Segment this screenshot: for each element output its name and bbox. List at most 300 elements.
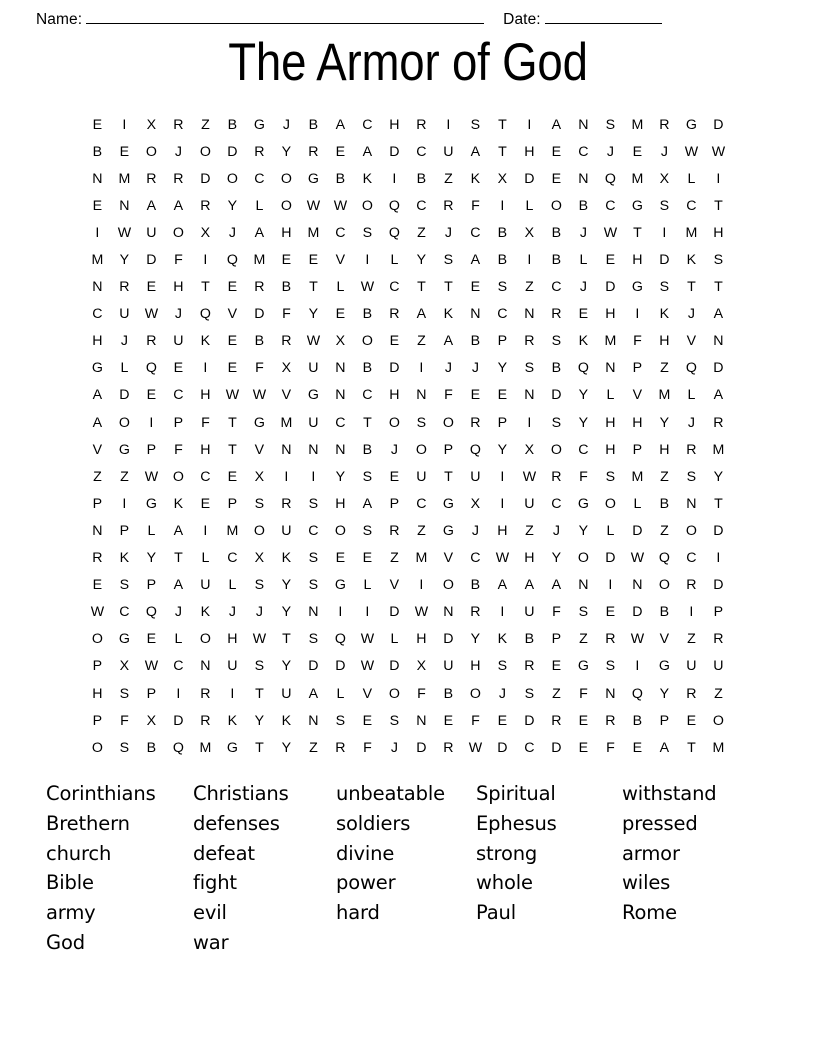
- grid-cell[interactable]: C: [200, 468, 211, 485]
- grid-cell[interactable]: N: [686, 495, 697, 512]
- grid-cell[interactable]: Q: [145, 360, 158, 377]
- grid-cell[interactable]: S: [335, 712, 346, 729]
- grid-cell[interactable]: H: [389, 387, 400, 404]
- grid-cell[interactable]: F: [633, 333, 642, 350]
- grid-cell[interactable]: I: [716, 170, 721, 187]
- grid-cell[interactable]: E: [173, 360, 184, 377]
- grid-cell[interactable]: I: [365, 252, 370, 269]
- grid-cell[interactable]: Z: [444, 170, 453, 187]
- grid-cell[interactable]: O: [172, 224, 185, 241]
- grid-cell[interactable]: R: [524, 658, 535, 675]
- word-list-item[interactable]: armor: [622, 841, 680, 865]
- grid-cell[interactable]: C: [416, 197, 427, 214]
- grid-cell[interactable]: B: [470, 333, 481, 350]
- grid-cell[interactable]: X: [254, 468, 265, 485]
- grid-cell[interactable]: E: [308, 252, 319, 269]
- grid-cell[interactable]: K: [362, 170, 373, 187]
- grid-cell[interactable]: T: [687, 739, 696, 756]
- grid-cell[interactable]: Z: [417, 224, 426, 241]
- grid-cell[interactable]: M: [118, 170, 131, 187]
- grid-cell[interactable]: I: [392, 170, 397, 187]
- grid-cell[interactable]: G: [307, 387, 320, 404]
- grid-cell[interactable]: R: [200, 197, 211, 214]
- grid-cell[interactable]: R: [146, 333, 157, 350]
- grid-cell[interactable]: H: [632, 414, 643, 431]
- grid-cell[interactable]: M: [253, 252, 266, 269]
- grid-cell[interactable]: D: [551, 739, 562, 756]
- grid-cell[interactable]: V: [686, 333, 697, 350]
- grid-cell[interactable]: O: [388, 685, 401, 702]
- grid-cell[interactable]: E: [146, 279, 157, 296]
- grid-cell[interactable]: I: [284, 468, 289, 485]
- grid-cell[interactable]: Y: [335, 468, 346, 485]
- grid-cell[interactable]: M: [712, 441, 725, 458]
- grid-cell[interactable]: G: [658, 658, 671, 675]
- grid-cell[interactable]: D: [605, 279, 616, 296]
- grid-cell[interactable]: Y: [227, 197, 238, 214]
- grid-cell[interactable]: Q: [388, 224, 401, 241]
- grid-cell[interactable]: V: [362, 685, 373, 702]
- grid-cell[interactable]: S: [416, 414, 427, 431]
- grid-cell[interactable]: X: [200, 224, 211, 241]
- grid-cell[interactable]: O: [172, 468, 185, 485]
- grid-cell[interactable]: I: [527, 252, 532, 269]
- grid-cell[interactable]: W: [117, 224, 132, 241]
- grid-cell[interactable]: C: [470, 224, 481, 241]
- grid-cell[interactable]: N: [308, 441, 319, 458]
- grid-cell[interactable]: Z: [660, 468, 669, 485]
- grid-cell[interactable]: A: [92, 387, 103, 404]
- grid-cell[interactable]: A: [254, 224, 265, 241]
- grid-cell[interactable]: R: [173, 116, 184, 133]
- grid-cell[interactable]: W: [306, 333, 321, 350]
- grid-cell[interactable]: Y: [659, 414, 670, 431]
- grid-cell[interactable]: W: [630, 631, 645, 648]
- grid-cell[interactable]: C: [416, 495, 427, 512]
- grid-cell[interactable]: N: [335, 360, 346, 377]
- grid-cell[interactable]: R: [605, 712, 616, 729]
- grid-cell[interactable]: P: [497, 333, 508, 350]
- grid-cell[interactable]: X: [146, 116, 157, 133]
- grid-cell[interactable]: T: [444, 279, 453, 296]
- grid-cell[interactable]: Q: [685, 360, 698, 377]
- grid-cell[interactable]: F: [471, 197, 480, 214]
- grid-cell[interactable]: C: [254, 170, 265, 187]
- grid-cell[interactable]: L: [579, 252, 588, 269]
- grid-cell[interactable]: J: [228, 224, 237, 241]
- word-list-item[interactable]: Brethern: [46, 811, 130, 835]
- grid-cell[interactable]: U: [119, 306, 130, 323]
- grid-cell[interactable]: A: [416, 306, 427, 323]
- grid-cell[interactable]: S: [551, 333, 562, 350]
- grid-cell[interactable]: N: [119, 197, 130, 214]
- grid-cell[interactable]: T: [201, 279, 210, 296]
- grid-cell[interactable]: X: [119, 658, 130, 675]
- grid-cell[interactable]: O: [361, 333, 374, 350]
- grid-cell[interactable]: T: [282, 631, 291, 648]
- grid-cell[interactable]: B: [497, 224, 508, 241]
- grid-cell[interactable]: A: [173, 522, 184, 539]
- grid-cell[interactable]: E: [686, 712, 697, 729]
- grid-cell[interactable]: M: [604, 333, 617, 350]
- grid-cell[interactable]: F: [471, 712, 480, 729]
- grid-cell[interactable]: J: [174, 604, 183, 621]
- grid-cell[interactable]: C: [173, 387, 184, 404]
- grid-cell[interactable]: F: [201, 414, 210, 431]
- grid-cell[interactable]: F: [444, 387, 453, 404]
- grid-cell[interactable]: X: [470, 495, 481, 512]
- grid-cell[interactable]: T: [498, 116, 507, 133]
- word-list-item[interactable]: defeat: [193, 841, 255, 865]
- grid-cell[interactable]: G: [118, 441, 131, 458]
- grid-cell[interactable]: T: [255, 739, 264, 756]
- grid-cell[interactable]: P: [119, 522, 130, 539]
- grid-cell[interactable]: L: [633, 495, 642, 512]
- grid-cell[interactable]: D: [200, 170, 211, 187]
- grid-cell[interactable]: T: [687, 279, 696, 296]
- grid-cell[interactable]: A: [362, 143, 373, 160]
- grid-cell[interactable]: O: [442, 414, 455, 431]
- grid-cell[interactable]: N: [335, 387, 346, 404]
- grid-cell[interactable]: J: [687, 306, 696, 323]
- grid-cell[interactable]: P: [389, 495, 400, 512]
- grid-cell[interactable]: K: [200, 604, 211, 621]
- grid-cell[interactable]: K: [686, 252, 697, 269]
- grid-cell[interactable]: I: [122, 495, 127, 512]
- grid-cell[interactable]: I: [446, 116, 451, 133]
- grid-cell[interactable]: E: [92, 116, 103, 133]
- grid-cell[interactable]: I: [662, 224, 667, 241]
- grid-cell[interactable]: S: [443, 252, 454, 269]
- grid-cell[interactable]: C: [416, 143, 427, 160]
- grid-cell[interactable]: Q: [658, 550, 671, 567]
- grid-cell[interactable]: X: [335, 333, 346, 350]
- grid-cell[interactable]: N: [632, 577, 643, 594]
- word-list-item[interactable]: Ephesus: [476, 811, 557, 835]
- grid-cell[interactable]: H: [659, 441, 670, 458]
- grid-cell[interactable]: H: [632, 252, 643, 269]
- grid-cell[interactable]: L: [201, 550, 210, 567]
- grid-cell[interactable]: E: [605, 252, 616, 269]
- grid-cell[interactable]: X: [497, 170, 508, 187]
- grid-cell[interactable]: E: [119, 143, 130, 160]
- word-list-item[interactable]: withstand: [622, 782, 717, 805]
- grid-cell[interactable]: P: [173, 414, 184, 431]
- grid-cell[interactable]: B: [362, 360, 373, 377]
- grid-cell[interactable]: H: [524, 143, 535, 160]
- grid-cell[interactable]: G: [253, 414, 266, 431]
- grid-cell[interactable]: I: [500, 468, 505, 485]
- grid-cell[interactable]: Q: [469, 441, 482, 458]
- grid-cell[interactable]: V: [281, 387, 292, 404]
- grid-cell[interactable]: F: [174, 441, 183, 458]
- grid-cell[interactable]: A: [470, 252, 481, 269]
- grid-cell[interactable]: O: [442, 577, 455, 594]
- grid-cell[interactable]: P: [551, 631, 562, 648]
- grid-cell[interactable]: H: [281, 224, 292, 241]
- grid-cell[interactable]: U: [173, 333, 184, 350]
- grid-cell[interactable]: G: [631, 279, 644, 296]
- word-list-item[interactable]: Paul: [476, 901, 517, 925]
- grid-cell[interactable]: Z: [201, 116, 210, 133]
- grid-cell[interactable]: S: [605, 116, 616, 133]
- grid-cell[interactable]: G: [442, 522, 455, 539]
- grid-cell[interactable]: E: [470, 279, 481, 296]
- grid-cell[interactable]: C: [227, 550, 238, 567]
- grid-cell[interactable]: M: [199, 739, 212, 756]
- grid-cell[interactable]: P: [443, 441, 454, 458]
- grid-cell[interactable]: J: [687, 414, 696, 431]
- grid-cell[interactable]: T: [714, 279, 723, 296]
- grid-cell[interactable]: H: [416, 631, 427, 648]
- grid-cell[interactable]: I: [419, 577, 424, 594]
- grid-cell[interactable]: Z: [309, 739, 318, 756]
- grid-cell[interactable]: E: [389, 333, 400, 350]
- grid-cell[interactable]: A: [362, 495, 373, 512]
- grid-cell[interactable]: R: [659, 116, 670, 133]
- grid-cell[interactable]: U: [146, 224, 157, 241]
- grid-cell[interactable]: D: [389, 604, 400, 621]
- grid-cell[interactable]: Y: [281, 143, 292, 160]
- grid-cell[interactable]: W: [225, 387, 240, 404]
- grid-cell[interactable]: W: [630, 550, 645, 567]
- grid-cell[interactable]: N: [416, 387, 427, 404]
- grid-cell[interactable]: S: [308, 495, 319, 512]
- grid-cell[interactable]: D: [443, 631, 454, 648]
- grid-cell[interactable]: K: [659, 306, 670, 323]
- word-list-item[interactable]: strong: [476, 841, 538, 865]
- grid-cell[interactable]: R: [389, 522, 400, 539]
- grid-cell[interactable]: O: [469, 685, 482, 702]
- grid-cell[interactable]: A: [92, 414, 103, 431]
- grid-cell[interactable]: Y: [308, 306, 319, 323]
- grid-cell[interactable]: A: [443, 333, 454, 350]
- grid-cell[interactable]: G: [577, 658, 590, 675]
- grid-cell[interactable]: R: [335, 739, 346, 756]
- grid-cell[interactable]: T: [228, 441, 237, 458]
- grid-cell[interactable]: O: [145, 143, 158, 160]
- grid-cell[interactable]: B: [308, 116, 319, 133]
- grid-cell[interactable]: J: [174, 306, 183, 323]
- grid-cell[interactable]: D: [713, 577, 724, 594]
- grid-cell[interactable]: R: [200, 685, 211, 702]
- grid-cell[interactable]: E: [92, 577, 103, 594]
- grid-cell[interactable]: H: [227, 631, 238, 648]
- grid-cell[interactable]: Y: [470, 631, 481, 648]
- grid-cell[interactable]: S: [497, 279, 508, 296]
- grid-cell[interactable]: P: [92, 658, 103, 675]
- grid-cell[interactable]: S: [578, 604, 589, 621]
- grid-cell[interactable]: Q: [334, 631, 347, 648]
- grid-cell[interactable]: M: [280, 414, 293, 431]
- grid-cell[interactable]: S: [308, 631, 319, 648]
- grid-cell[interactable]: A: [524, 577, 535, 594]
- grid-cell[interactable]: A: [308, 685, 319, 702]
- grid-cell[interactable]: O: [118, 414, 131, 431]
- name-input-line[interactable]: [86, 12, 484, 24]
- grid-cell[interactable]: U: [686, 658, 697, 675]
- grid-cell[interactable]: R: [551, 712, 562, 729]
- grid-cell[interactable]: O: [226, 170, 239, 187]
- grid-cell[interactable]: I: [203, 252, 208, 269]
- grid-cell[interactable]: H: [92, 685, 103, 702]
- grid-cell[interactable]: H: [713, 224, 724, 241]
- grid-cell[interactable]: D: [497, 739, 508, 756]
- grid-cell[interactable]: W: [252, 631, 267, 648]
- grid-cell[interactable]: C: [605, 197, 616, 214]
- grid-cell[interactable]: V: [443, 550, 454, 567]
- grid-cell[interactable]: A: [497, 577, 508, 594]
- grid-cell[interactable]: N: [335, 441, 346, 458]
- grid-cell[interactable]: Z: [93, 468, 102, 485]
- grid-cell[interactable]: E: [578, 306, 589, 323]
- word-list-item[interactable]: army: [46, 901, 96, 925]
- grid-cell[interactable]: D: [713, 116, 724, 133]
- grid-cell[interactable]: R: [200, 712, 211, 729]
- grid-cell[interactable]: Y: [497, 360, 508, 377]
- grid-cell[interactable]: J: [390, 441, 399, 458]
- grid-cell[interactable]: C: [578, 441, 589, 458]
- grid-cell[interactable]: S: [659, 197, 670, 214]
- grid-cell[interactable]: S: [497, 658, 508, 675]
- grid-cell[interactable]: D: [119, 387, 130, 404]
- grid-cell[interactable]: W: [306, 197, 321, 214]
- grid-cell[interactable]: R: [470, 604, 481, 621]
- grid-cell[interactable]: O: [253, 522, 266, 539]
- grid-cell[interactable]: Q: [604, 170, 617, 187]
- grid-cell[interactable]: K: [119, 550, 130, 567]
- grid-cell[interactable]: L: [174, 631, 183, 648]
- grid-cell[interactable]: J: [498, 685, 507, 702]
- grid-cell[interactable]: N: [308, 604, 319, 621]
- grid-cell[interactable]: P: [632, 441, 643, 458]
- word-list-item[interactable]: power: [336, 871, 396, 895]
- grid-cell[interactable]: P: [713, 604, 724, 621]
- grid-cell[interactable]: O: [91, 631, 104, 648]
- grid-cell[interactable]: V: [92, 441, 103, 458]
- grid-cell[interactable]: Z: [552, 685, 561, 702]
- grid-cell[interactable]: S: [254, 577, 265, 594]
- grid-cell[interactable]: N: [578, 170, 589, 187]
- grid-cell[interactable]: J: [228, 604, 237, 621]
- grid-cell[interactable]: B: [254, 333, 265, 350]
- grid-cell[interactable]: B: [497, 252, 508, 269]
- grid-cell[interactable]: U: [308, 414, 319, 431]
- word-list-item[interactable]: soldiers: [336, 811, 411, 835]
- grid-cell[interactable]: R: [146, 170, 157, 187]
- grid-cell[interactable]: I: [527, 116, 532, 133]
- grid-cell[interactable]: F: [255, 360, 264, 377]
- grid-cell[interactable]: T: [309, 279, 318, 296]
- grid-cell[interactable]: E: [605, 604, 616, 621]
- grid-cell[interactable]: E: [389, 468, 400, 485]
- grid-cell[interactable]: K: [470, 170, 481, 187]
- grid-cell[interactable]: P: [92, 495, 103, 512]
- grid-cell[interactable]: Y: [659, 685, 670, 702]
- word-list-item[interactable]: fight: [193, 871, 237, 895]
- grid-cell[interactable]: M: [685, 224, 698, 241]
- word-list-item[interactable]: evil: [193, 901, 227, 925]
- grid-cell[interactable]: M: [712, 739, 725, 756]
- grid-cell[interactable]: M: [307, 224, 320, 241]
- grid-cell[interactable]: D: [389, 143, 400, 160]
- grid-cell[interactable]: N: [92, 522, 103, 539]
- grid-cell[interactable]: I: [635, 658, 640, 675]
- grid-cell[interactable]: I: [176, 685, 181, 702]
- grid-cell[interactable]: F: [120, 712, 129, 729]
- grid-cell[interactable]: J: [255, 604, 264, 621]
- grid-cell[interactable]: R: [308, 143, 319, 160]
- word-list-item[interactable]: hard: [336, 901, 380, 925]
- word-list-item[interactable]: whole: [476, 871, 533, 895]
- grid-cell[interactable]: E: [578, 739, 589, 756]
- grid-cell[interactable]: I: [608, 577, 613, 594]
- grid-cell[interactable]: S: [308, 550, 319, 567]
- grid-cell[interactable]: E: [227, 279, 238, 296]
- grid-cell[interactable]: Q: [145, 604, 158, 621]
- grid-cell[interactable]: V: [632, 387, 643, 404]
- grid-cell[interactable]: O: [577, 550, 590, 567]
- grid-cell[interactable]: Y: [713, 468, 724, 485]
- grid-cell[interactable]: H: [335, 495, 346, 512]
- grid-cell[interactable]: K: [173, 495, 184, 512]
- grid-cell[interactable]: E: [146, 387, 157, 404]
- grid-cell[interactable]: R: [686, 577, 697, 594]
- grid-cell[interactable]: G: [226, 739, 239, 756]
- grid-cell[interactable]: E: [497, 712, 508, 729]
- grid-cell[interactable]: U: [443, 658, 454, 675]
- word-list-item[interactable]: Corinthians: [46, 782, 156, 805]
- grid-cell[interactable]: B: [92, 143, 103, 160]
- grid-cell[interactable]: O: [550, 441, 563, 458]
- grid-cell[interactable]: E: [146, 631, 157, 648]
- grid-cell[interactable]: W: [90, 604, 105, 621]
- grid-cell[interactable]: N: [281, 441, 292, 458]
- grid-cell[interactable]: B: [443, 685, 454, 702]
- grid-cell[interactable]: E: [632, 739, 643, 756]
- grid-cell[interactable]: B: [659, 604, 670, 621]
- grid-cell[interactable]: D: [632, 604, 643, 621]
- grid-cell[interactable]: O: [685, 522, 698, 539]
- grid-cell[interactable]: T: [714, 197, 723, 214]
- grid-cell[interactable]: O: [199, 143, 212, 160]
- grid-cell[interactable]: V: [335, 252, 346, 269]
- word-list-item[interactable]: God: [46, 930, 85, 954]
- grid-cell[interactable]: E: [227, 360, 238, 377]
- grid-cell[interactable]: C: [335, 414, 346, 431]
- grid-cell[interactable]: U: [443, 143, 454, 160]
- word-list-item[interactable]: war: [193, 930, 229, 954]
- grid-cell[interactable]: C: [389, 279, 400, 296]
- grid-cell[interactable]: D: [416, 739, 427, 756]
- grid-cell[interactable]: E: [578, 712, 589, 729]
- grid-cell[interactable]: E: [443, 712, 454, 729]
- grid-cell[interactable]: L: [120, 360, 129, 377]
- grid-cell[interactable]: D: [254, 306, 265, 323]
- grid-cell[interactable]: T: [498, 143, 507, 160]
- grid-cell[interactable]: J: [579, 224, 588, 241]
- grid-cell[interactable]: R: [443, 739, 454, 756]
- grid-cell[interactable]: J: [471, 360, 480, 377]
- grid-cell[interactable]: B: [659, 495, 670, 512]
- date-input-line[interactable]: [545, 12, 662, 24]
- grid-cell[interactable]: C: [173, 658, 184, 675]
- grid-cell[interactable]: H: [470, 658, 481, 675]
- grid-cell[interactable]: P: [92, 712, 103, 729]
- grid-cell[interactable]: O: [604, 495, 617, 512]
- grid-cell[interactable]: W: [144, 658, 159, 675]
- grid-cell[interactable]: S: [605, 468, 616, 485]
